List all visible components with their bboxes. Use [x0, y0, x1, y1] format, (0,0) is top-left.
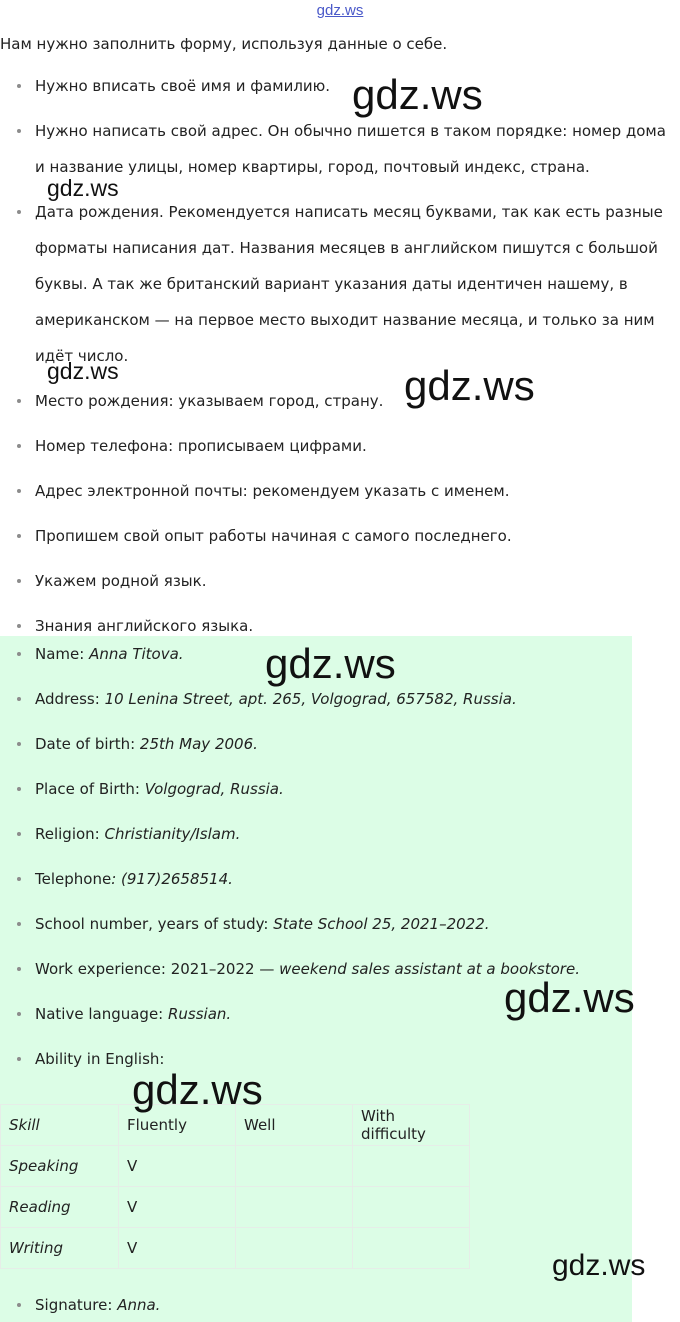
field-value: State School 25, 2021–2022.: [273, 915, 490, 933]
list-item: Нужно вписать своё имя и фамилию.: [0, 68, 680, 104]
list-item: Нужно написать свой адрес. Он обычно пишется в таком порядке: номер дома и название улицы, номер квартиры, город, почтовый индекс, страна.: [0, 113, 680, 185]
site-link[interactable]: gdz.ws: [316, 2, 364, 19]
watermark: gdz.ws: [404, 362, 535, 409]
field-label: Signature:: [35, 1296, 118, 1314]
field-value: Christianity/Islam.: [104, 825, 241, 843]
list-item: Номер телефона: прописываем цифрами.: [0, 428, 680, 464]
field-label: Name:: [35, 645, 90, 663]
watermark: gdz.ws: [265, 640, 396, 687]
field-value: 10 Lenina Street, apt. 265, Volgograd, 657582, Russia.: [104, 690, 517, 708]
table-cell: [353, 1187, 470, 1228]
skill-cell: Speaking: [1, 1146, 119, 1187]
field-label: Telephone: [35, 870, 112, 888]
list-item: Укажем родной язык.: [0, 563, 680, 599]
watermark: gdz.ws: [132, 1066, 263, 1113]
header-cell: Skill: [1, 1105, 119, 1146]
answer-dob: [0, 733, 660, 755]
skill-cell: Reading: [1, 1187, 119, 1228]
field-value: Anna Titova.: [89, 645, 184, 663]
table-cell: [353, 1228, 470, 1269]
skill-cell: Writing: [1, 1228, 119, 1269]
answer-ability: [0, 1048, 660, 1070]
field-label: Date of birth:: [35, 735, 140, 753]
field-value: 25th May 2006.: [139, 735, 258, 753]
skills-table: [0, 1104, 470, 1269]
table-cell: [236, 1146, 353, 1187]
header-cell: With difficulty: [353, 1105, 470, 1146]
field-label: Place of Birth:: [35, 780, 145, 798]
table-row: [1, 1187, 470, 1228]
table-row: [1, 1146, 470, 1187]
watermark: gdz.ws: [47, 175, 119, 201]
field-label: Native language:: [35, 1005, 168, 1023]
list-item: Дата рождения. Рекомендуется написать месяц буквами, так как есть разные форматы написания дат. Названия месяцев в английском пишутся с большой буквы. А так же британский вариант указания даты идентичен нашему, в американском — на первое место выходит название месяца, и только за ним идёт число.: [0, 194, 680, 374]
table-cell: V: [119, 1228, 236, 1269]
signature-list: [0, 1294, 600, 1316]
answer-list: [0, 640, 660, 1093]
table-cell: [353, 1146, 470, 1187]
list-item: Место рождения: указываем город, страну.: [0, 383, 680, 419]
field-value: weekend sales assistant at a bookstore.: [279, 960, 580, 978]
field-value: : (917)2658514.: [111, 870, 233, 888]
header-cell: Well: [236, 1105, 353, 1146]
list-item: Знания английского языка.: [0, 608, 680, 644]
intro-text: Нам нужно заполнить форму, используя данные о себе.: [0, 35, 448, 53]
list-item: Пропишем свой опыт работы начиная с самого последнего.: [0, 518, 680, 554]
table-cell: [236, 1228, 353, 1269]
answer-telephone: [0, 868, 660, 890]
field-value: Anna.: [117, 1296, 161, 1314]
field-label: Work experience: 2021–2022 —: [35, 960, 280, 978]
field-label: Address:: [35, 690, 105, 708]
table-cell: V: [119, 1187, 236, 1228]
answer-religion: [0, 823, 660, 845]
table-row: [1, 1228, 470, 1269]
list-item: Адрес электронной почты: рекомендуем указать с именем.: [0, 473, 680, 509]
table-cell: [236, 1187, 353, 1228]
watermark: gdz.ws: [47, 358, 119, 384]
answer-school: [0, 913, 660, 935]
field-value: Volgograd, Russia.: [144, 780, 284, 798]
watermark: gdz.ws: [504, 974, 635, 1021]
answer-signature: [0, 1294, 600, 1316]
header-cell: Fluently: [119, 1105, 236, 1146]
field-label: School number, years of study:: [35, 915, 274, 933]
table-cell: V: [119, 1146, 236, 1187]
watermark: gdz.ws: [352, 71, 483, 118]
answer-address: [0, 688, 660, 710]
answer-pob: [0, 778, 660, 800]
field-value: Russian.: [168, 1005, 232, 1023]
watermark: gdz.ws: [552, 1249, 646, 1282]
field-label: Religion:: [35, 825, 105, 843]
field-label: Ability in English:: [35, 1050, 165, 1068]
